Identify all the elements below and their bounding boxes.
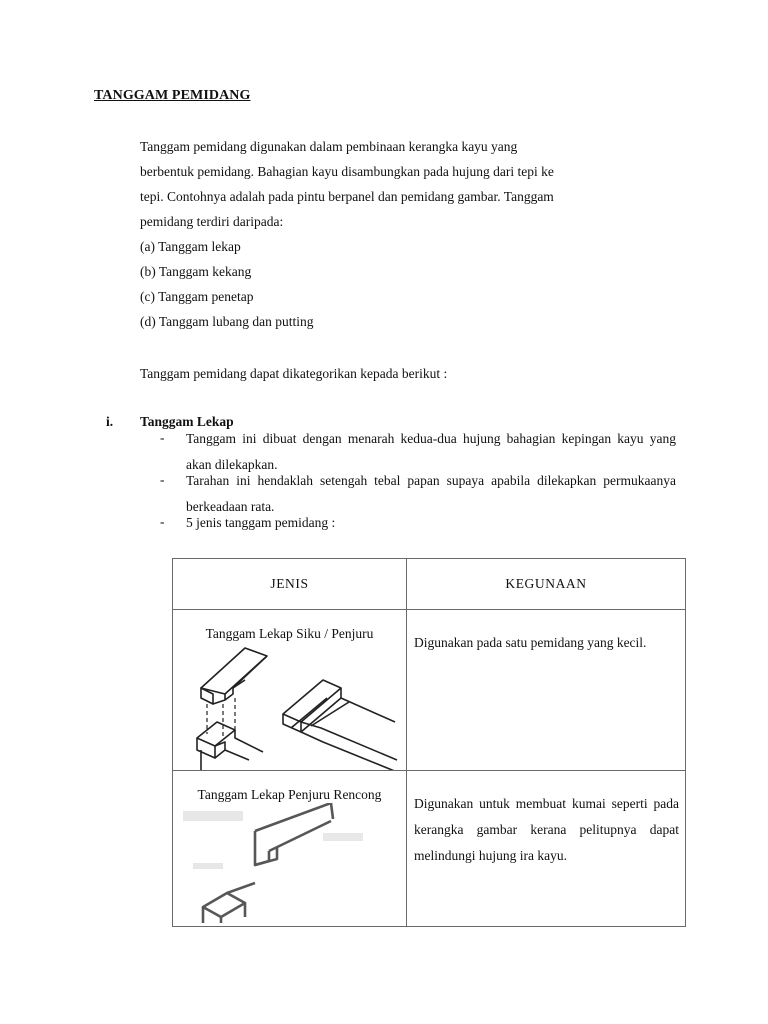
joint-table: [172, 558, 686, 927]
table-row: [173, 610, 686, 771]
jenis-label: Tanggam Lekap Siku / Penjuru: [205, 626, 374, 641]
jenis-label: Tanggam Lekap Penjuru Rencong: [197, 787, 382, 802]
table-row: [173, 771, 686, 927]
intro-paragraph: [140, 134, 620, 334]
jenis-cell: [173, 610, 407, 771]
list-item-b: (b) Tanggam kekang: [140, 264, 252, 279]
bullet-text: 5 jenis tanggam pemidang :: [186, 515, 336, 530]
intro-line: tepi. Contohnya adalah pada pintu berpanel dan pemidang gambar. Tanggam: [140, 189, 554, 204]
bullet-dash: -: [160, 430, 165, 445]
mitred-lap-joint-illustration: [173, 803, 406, 923]
table-header-kegunaan: KEGUNAAN: [407, 559, 686, 610]
category-line: Tanggam pemidang dapat dikategorikan kepada berikut :: [140, 366, 448, 381]
bullet-dash: -: [160, 472, 165, 487]
section-title: Tanggam Lekap: [140, 414, 234, 429]
jenis-cell: [173, 771, 407, 927]
section-number: i.: [106, 414, 114, 429]
intro-line: pemidang terdiri daripada:: [140, 214, 284, 229]
list-item-a: (a) Tanggam lekap: [140, 239, 241, 254]
bullet-text: Tarahan ini hendaklah setengah tebal papan supaya apabila dilekapkan permukaanya berkeadaan rata.: [186, 473, 676, 514]
table-header-jenis: JENIS: [173, 559, 407, 610]
category-paragraph: [140, 361, 620, 386]
bullet-dash: -: [160, 514, 165, 529]
intro-line: berbentuk pemidang. Bahagian kayu disambungkan pada hujung dari tepi ke: [140, 164, 554, 179]
kegunaan-cell: Digunakan pada satu pemidang yang kecil.: [407, 610, 686, 771]
list-item-d: (d) Tanggam lubang dan putting: [140, 314, 314, 329]
table-header-row: [173, 559, 686, 610]
kegunaan-cell: Digunakan untuk membuat kumai seperti pada kerangka gambar kerana pelitupnya dapat melindungi hujung ira kayu.: [407, 771, 686, 927]
list-item-c: (c) Tanggam penetap: [140, 289, 254, 304]
document-title: TANGGAM PEMIDANG: [94, 88, 251, 103]
corner-lap-joint-illustration: [173, 642, 406, 770]
intro-line: Tanggam pemidang digunakan dalam pembinaan kerangka kayu yang: [140, 139, 518, 154]
bullet-text: Tanggam ini dibuat dengan menarah kedua-dua hujung bahagian kepingan kayu yang akan dilekapkan.: [186, 431, 676, 472]
